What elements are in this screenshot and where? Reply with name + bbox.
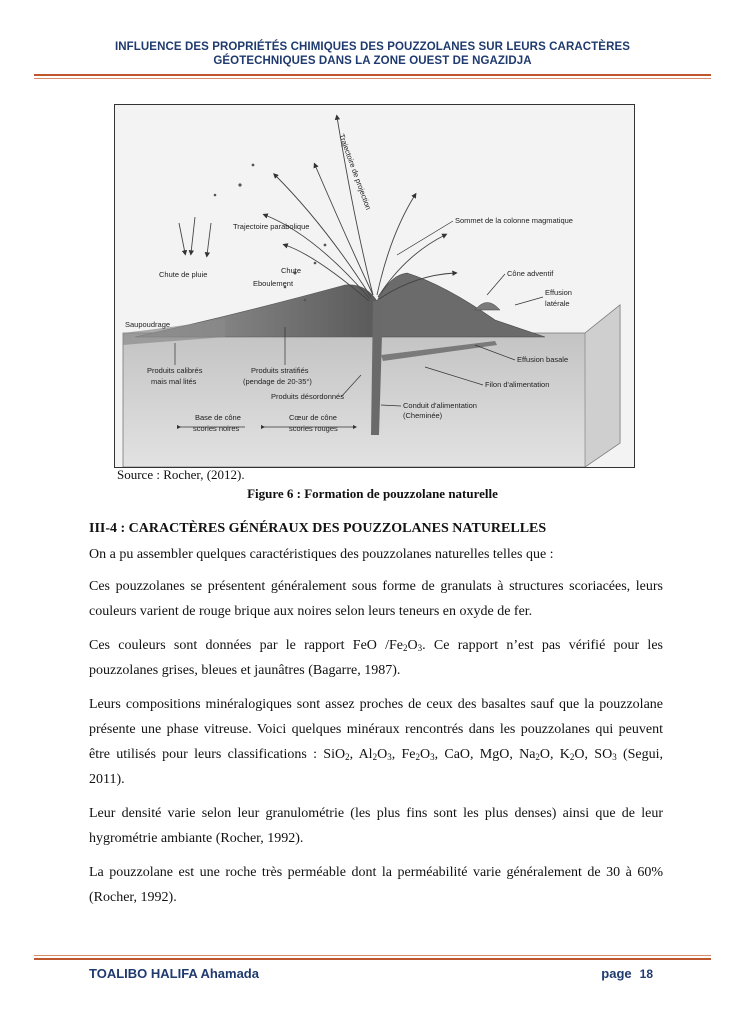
label-effusion-laterale-2: latérale [545,299,570,308]
p3-text-h: O, SO [574,747,613,762]
label-produits-calibres-2: mais mal lités [151,377,197,386]
label-trajectoire-parabolique: Trajectoire parabolique [233,222,310,231]
label-conduit-2: (Cheminée) [403,411,443,420]
paragraph-5: La pouzzolane est une roche très perméable dont la perméabilité varie généralement de 30 à 60% (Rocher, 1992). [89,865,663,905]
p2-text-c: . Ce rapport n’est pas vérifié pour les pouzzolanes grises, bleues et jaunâtres (Bagarre, 1987). [89,638,663,678]
figure-source: Source : Rocher, (2012). [117,467,245,482]
p3-text-a: Leurs compositions minéralogiques sont assez proches de ceux des basaltes sauf que la pouzzolane présente une phase vitreuse. Voici quelques minéraux rencontrés dans les pouzzolanes qui peuvent être utilisés pour leurs classifications : SiO [89,697,663,762]
label-effusion-laterale-1: Effusion [545,288,572,297]
footer-rule [34,958,711,960]
label-produits-stratifies-2: (pendage de 20-35°) [243,377,312,386]
footer-rule-thin [34,955,711,956]
label-coeur-cone-2: scories rouges [289,424,338,433]
footer-author: TOALIBO HALIFA Ahamada [89,966,259,981]
label-effusion-basale: Effusion basale [517,355,569,364]
p3-text-d: , Fe [391,747,416,762]
p3-text-e: O [419,747,431,762]
label-filon: Filon d'alimentation [485,380,550,389]
header-rule [34,74,711,76]
figure-caption: Figure 6 : Formation de pouzzolane naturelle [247,486,498,501]
label-conduit-1: Conduit d'alimentation [403,401,477,410]
footer-page-label: page [601,966,632,981]
page-header [60,40,685,68]
label-trajectoire-projection: Trajectoire de projection [337,132,374,212]
p3-sub-1: 2 [345,752,350,762]
p3-text-c: O [377,747,388,762]
header-title-line-2: GÉOTECHNIQUES DANS LA ZONE OUEST DE NGAZIDJA [213,55,532,67]
paragraph-4: Leur densité varie selon leur granulométrie (les plus fins sont les plus denses) ainsi que de leur hygrométrie ambiante (Rocher, 1992). [89,806,663,846]
p3-sub-2: 2 [372,752,378,762]
p2-sub-2: 3 [417,643,423,653]
label-chute: Chute [281,266,302,275]
label-base-cone-2: scories noires [193,424,240,433]
ground-side [585,305,620,467]
label-produits-stratifies-1: Produits stratifiés [251,366,309,375]
label-produits-desordonnes: Produits désordonnés [271,392,344,401]
volcano-diagram [115,105,634,467]
label-cone-adventif: Cône adventif [507,269,554,278]
p3-text-b: , Al [349,747,373,762]
label-coeur-cone-1: Cœur de cône [289,413,337,422]
intro-paragraph: On a pu assembler quelques caractéristiques des pouzzolanes naturelles telles que : [89,547,554,562]
p2-text-a: Ces couleurs sont données par le rapport FeO /Fe [89,638,404,653]
label-chute-de-pluie: Chute de pluie [159,270,208,279]
p2-sub-1: 2 [403,643,408,653]
footer-page-number: 18 [639,967,653,981]
p3-sub-8: 3 [612,752,617,762]
label-base-cone-1: Base de cône [195,413,241,422]
header-title-line-1: INFLUENCE DES PROPRIÉTÉS CHIMIQUES DES POUZZOLANES SUR LEURS CARACTÈRES [114,41,631,53]
section-heading: III-4 : CARACTÈRES GÉNÉRAUX DES POUZZOLANES NATURELLES [89,521,547,536]
p3-sub-6: 2 [535,752,540,762]
paragraph-1: Ces pouzzolanes se présentent généralement sous forme de granulats à structures scoriacées, leurs couleurs varient de rouge brique aux noires selon leurs teneurs en oxyde de fer. [89,579,663,619]
section-content [89,520,663,919]
label-eboulement: Eboulement [253,279,294,288]
p3-sub-4: 2 [415,752,420,762]
footer-page [601,966,653,981]
paragraph-2 [89,633,663,683]
label-saupoudrage: Saupoudrage [125,320,171,329]
p3-text-i: (Segui, 2011). [89,747,663,787]
p3-text-f: , CaO, MgO, Na [434,747,536,762]
p3-text-g: O, K [539,747,570,762]
p3-sub-3: 3 [387,752,392,762]
p3-sub-7: 2 [569,752,575,762]
p2-text-b: O [407,638,418,653]
label-sommet: Sommet de la colonne magmatique [455,216,573,225]
header-rule-thin [34,78,711,79]
label-produits-calibres-1: Produits calibrés [147,366,203,375]
paragraph-3 [89,692,663,792]
p3-sub-5: 3 [430,752,435,762]
volcano-figure [114,104,635,468]
